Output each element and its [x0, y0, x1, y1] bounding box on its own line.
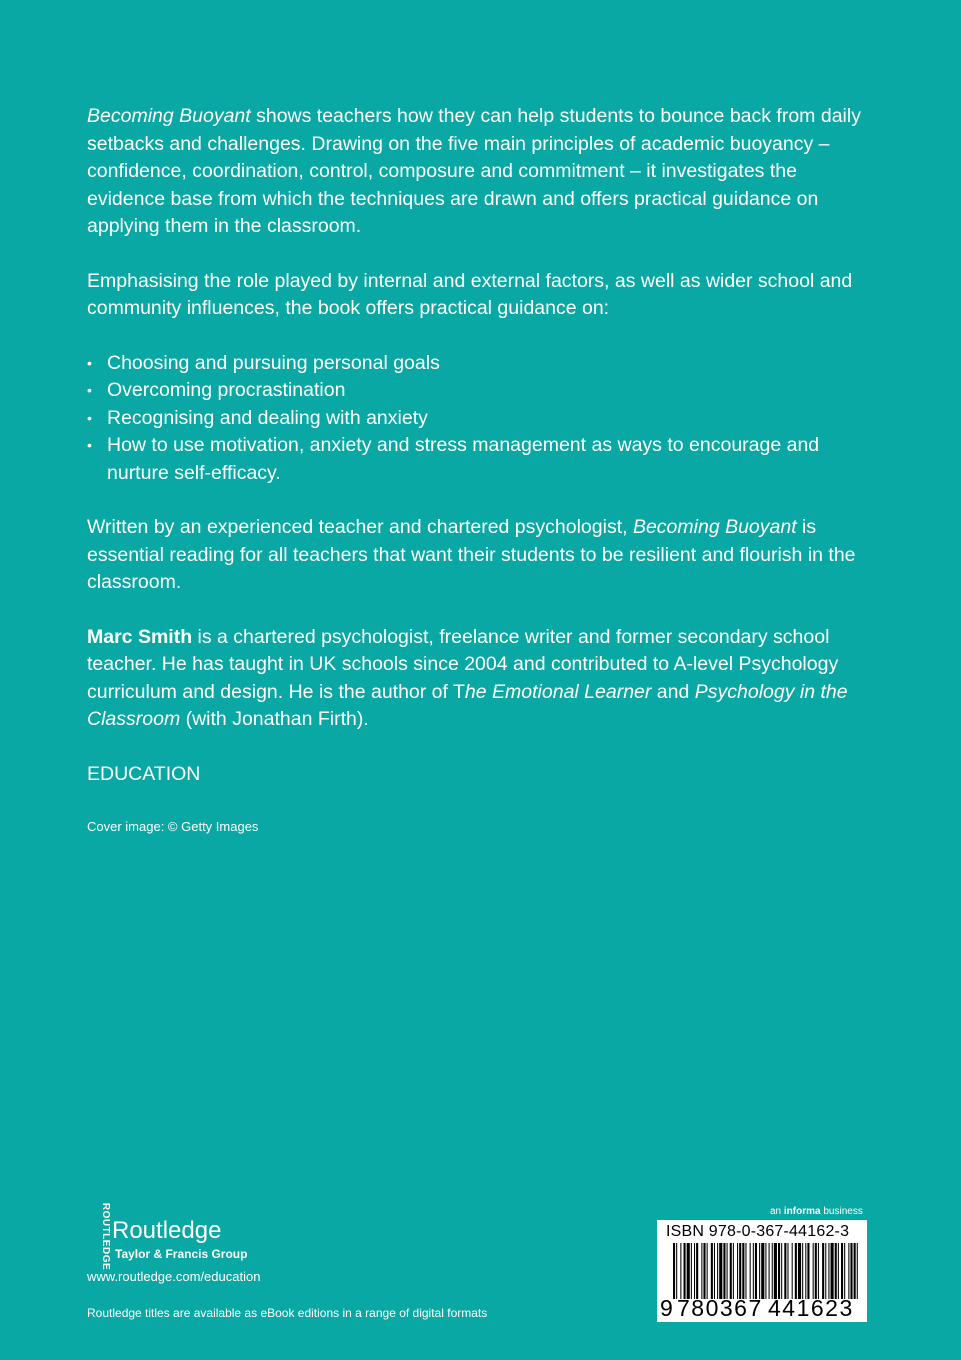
barcode-bars-icon: [673, 1243, 859, 1299]
back-cover-text: [87, 103, 877, 836]
barcode-bar: [848, 1243, 849, 1299]
barcode-bar: [694, 1243, 695, 1299]
barcode-bar: [850, 1243, 852, 1299]
publisher-name: Routledge: [112, 1217, 222, 1244]
isbn-label: ISBN 978-0-367-44162-3: [666, 1223, 850, 1240]
barcode-bar: [719, 1243, 722, 1299]
author-bio: Marc Smith is a chartered psychologist, freelance writer and former secondary school teacher. He has taught in UK schools since 2004 and contributed to A-level Psychology curriculum and design. He is the author of The Emotional Learner and Psychology in the Classroom (with Jonathan Firth).: [87, 625, 848, 730]
barcode-bar: [680, 1243, 681, 1299]
barcode-bar: [730, 1243, 732, 1299]
barcode-bar: [854, 1243, 856, 1299]
barcode-bar: [778, 1243, 780, 1299]
barcode-bar: [784, 1243, 786, 1299]
barcode-bar: [835, 1243, 837, 1299]
barcode-bar: [831, 1243, 834, 1299]
list-item: • Recognising and dealing with anxiety: [87, 405, 877, 433]
barcode-bar: [828, 1243, 829, 1299]
barcode-bar: [691, 1243, 692, 1299]
barcode-bar: [818, 1243, 819, 1299]
barcode-bar: [755, 1243, 757, 1299]
publisher-group: Taylor & Francis Group: [115, 1247, 248, 1261]
barcode-bar: [807, 1243, 809, 1299]
barcode-bar: [844, 1243, 845, 1299]
blurb-paragraph-1: Becoming Buoyant shows teachers how they can help students to bounce back from daily setbacks and challenges. Drawing on the five main principles of academic buoyancy – confidence, coordination, control, composure and commitment – it investigates the evidence base from which the techniques are drawn and offers practical guidance on applying them in the classroom.: [87, 105, 861, 237]
list-item: • How to use motivation, anxiety and stress management as ways to encourage and nurture self-efficacy.: [87, 434, 820, 484]
bullet-icon: •: [87, 382, 92, 398]
barcode-bar: [701, 1243, 702, 1299]
barcode-bar: [733, 1243, 734, 1299]
author-name: Marc Smith: [87, 625, 193, 648]
bullet-icon: •: [87, 409, 92, 426]
bullet-icon: •: [87, 354, 92, 371]
barcode-bar: [742, 1243, 744, 1299]
publisher-url: www.routledge.com/education: [87, 1269, 261, 1284]
barcode-bar: [787, 1243, 788, 1299]
informa-tagline: an informa business: [770, 1206, 863, 1217]
informa-brand: informa: [783, 1206, 821, 1217]
barcode-bar: [774, 1243, 777, 1299]
barcode-bar: [711, 1243, 713, 1299]
barcode-bar: [765, 1243, 766, 1299]
isbn-barcode: ISBN 978-0-367-44162-3 9 780367 441623: [657, 1220, 867, 1322]
barcode-bar: [772, 1243, 773, 1299]
barcode-bar: [815, 1243, 817, 1299]
barcode-bar: [769, 1243, 770, 1299]
blurb-paragraph-3: Written by an experienced teacher and chartered psychologist, Becoming Buoyant is essential reading for all teachers that want their students to be resilient and flourish in the classroom.: [87, 516, 856, 593]
barcode-bar: [792, 1243, 793, 1299]
barcode-bar: [745, 1243, 746, 1299]
cover-credit: Cover image: © Getty Images: [87, 819, 259, 834]
barcode-bar: [737, 1243, 738, 1299]
barcode-bar: [714, 1243, 715, 1299]
barcode-bar: [822, 1243, 824, 1299]
barcode-bar: [841, 1243, 843, 1299]
barcode-bar: [723, 1243, 725, 1299]
barcode-bar: [673, 1243, 675, 1299]
barcode-bar: [753, 1243, 754, 1299]
blurb-paragraph-2: Emphasising the role played by internal and external factors, as well as wider school and community influences, the book offers practical guidance on:: [87, 269, 853, 319]
routledge-logo: [87, 1202, 287, 1271]
book-title-italic: Becoming Buoyant: [87, 105, 251, 127]
ebook-note: Routledge titles are available as eBook editions in a range of digital formats: [87, 1306, 488, 1320]
barcode-bar: [838, 1243, 839, 1299]
barcode-bar: [761, 1243, 764, 1299]
barcode-bar: [798, 1243, 801, 1299]
list-item: • Overcoming procrastination: [87, 377, 877, 405]
barcode-bar: [795, 1243, 797, 1299]
subject-category: EDUCATION: [87, 762, 201, 785]
barcode-bar: [805, 1243, 806, 1299]
barcode-bar: [684, 1243, 686, 1299]
list-item: • Choosing and pursuing personal goals: [87, 350, 877, 378]
barcode-bar: [703, 1243, 705, 1299]
barcode-bar: [707, 1243, 708, 1299]
bullet-icon: •: [87, 437, 92, 453]
barcode-bar: [676, 1243, 677, 1299]
barcode-bar: [750, 1243, 751, 1299]
barcode-bar: [857, 1243, 858, 1299]
barcode-bar: [696, 1243, 698, 1299]
barcode-bar: [825, 1243, 826, 1299]
barcode-bar: [717, 1243, 718, 1299]
barcode-bar: [739, 1243, 741, 1299]
routledge-mark-icon: ROUTLEDGE: [87, 1216, 107, 1266]
barcode-bar: [759, 1243, 760, 1299]
barcode-bar: [727, 1243, 728, 1299]
barcode-bar: [802, 1243, 803, 1299]
barcode-bar: [813, 1243, 814, 1299]
barcode-bar: [687, 1243, 690, 1299]
guidance-list: [87, 350, 877, 488]
barcode-bar: [781, 1243, 782, 1299]
